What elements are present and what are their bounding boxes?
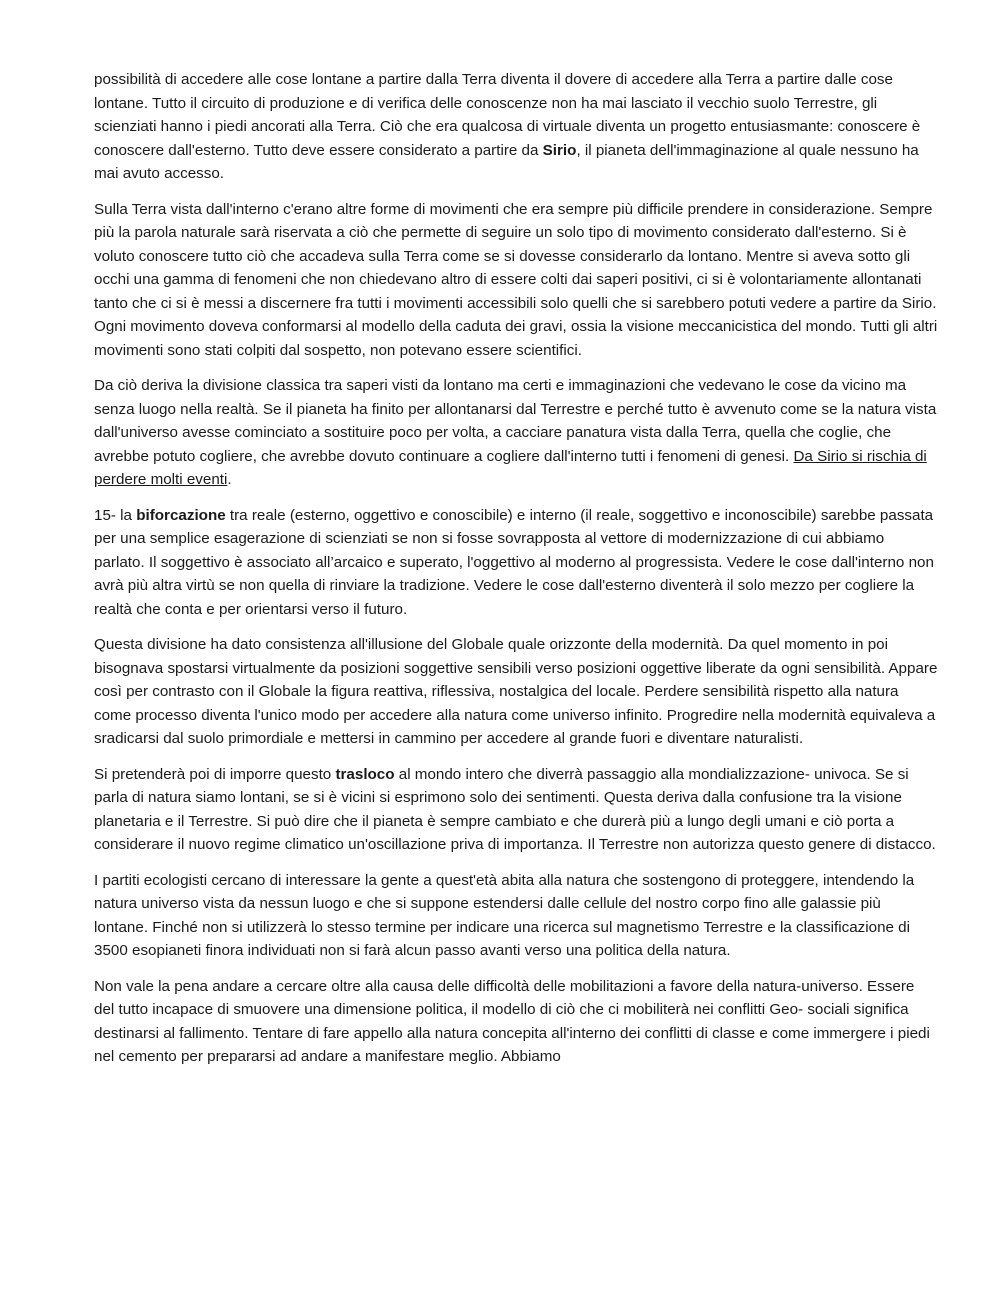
document-page [94,68,938,1081]
text-run: tra reale (esterno, oggettivo e conoscibile) e interno (il reale, soggettivo e inconoscibile) sarebbe passata per una semplice esagerazione di scienziati se non si fosse sovrapposta al vettore di modernizzazione di cui abbiamo parlato. Il soggettivo è associato all’arcaico e superato, l'oggettivo al moderno al progressista. Vedere le cose dall'interno non avrà più altra virtù se non quella di rinviare la tradizione. Vedere le cose dall'esterno diventerà il solo mezzo per cogliere la realtà che conta e per orientarsi verso il futuro. [94,506,934,618]
text-run: Da ciò deriva la divisione classica tra saperi visti da lontano ma certi e immaginazioni che vedevano le cose da vicino ma senza luogo nella realtà. Se il pianeta ha finito per allontanarsi dal Terrestre e perché tutto è avvenuto come se la natura vista dall'universo avesse cominciato a sostituire poco per volta, a cacciare panatura vista dalla Terra, quella che coglie, che avrebbe potuto cogliere, che avrebbe dovuto continuare a cogliere dall'interno tutti i fenomeni di genesi. [94,377,937,465]
text-run: possibilità di accedere alle cose lontane a partire dalla Terra diventa il dovere di accedere alla Terra a partire dalle cose lontane. Tutto il circuito di produzione e di verifica delle conoscenze non ha mai lasciato il vecchio suolo Terrestre, gli scienziati hanno i piedi ancorati alla Terra. Ciò che era qualcosa di virtuale diventa un progetto entusiasmante: conoscere è conoscere dall'esterno. Tutto deve essere considerato a partire da [94,71,921,159]
text-run: Si pretenderà poi di imporre questo [94,765,336,783]
paragraph [94,68,938,186]
text-run: . [227,471,232,488]
text-run: , il pianeta dell'immaginazione al quale nessuno ha mai avuto accesso. [94,141,919,182]
paragraph [94,763,938,857]
text-run: 15- la [94,506,137,524]
paragraph [94,869,938,963]
text-run: al mondo intero che diverrà passaggio alla mondializzazione- univoca. Se si parla di natura siamo lontani, se si è vicini si esprimono solo dei sentimenti. Questa deriva dalla confusione tra la visione planetaria e il Terrestre. Si può dire che il pianeta è sempre cambiato e che durerà più a lungo degli umani e ciò porta a considerare il nuovo regime climatico un'oscillazione priva di importanza. Il Terrestre non autorizza questo genere di distacco. [94,765,936,853]
paragraph [94,975,938,1069]
bold-term: trasloco [335,765,395,783]
bold-term: Sirio [542,141,577,159]
text-run: Sulla Terra vista dall'interno c'erano altre forme di movimenti che era sempre più difficile prendere in considerazione. Sempre più la parola naturale sarà riservata a ciò che permette di seguire un solo tipo di movimento considerato dall'esterno. Si è voluto conoscere tutto ciò che accadeva sulla Terra come se si dovesse considerarlo da lontano. Mentre si aveva sotto gli occhi una gamma di fenomeni che non chiedevano altro di essere colti dai saperi positivi, ci si è volontariamente allontanati tanto che ci si è messi a discernere fra tutti i movimenti accessibili solo quelli che si sarebbero potuti vedere a partire da Sirio. Ogni movimento doveva conformarsi al modello della caduta dei gravi, ossia la visione meccanicistica del mondo. Tutti gli altri movimenti sono stati colpiti dal sospetto, non potevano essere scientifici. [94,200,938,359]
text-run: Questa divisione ha dato consistenza all'illusione del Globale quale orizzonte della modernità. Da quel momento in poi bisognava spostarsi virtualmente da posizioni soggettive sensibili verso posizioni oggettive liberate da ogni sensibilità. Appare così per contrasto con il Globale la figura reattiva, riflessiva, nostalgica del locale. Perdere sensibilità rispetto alla natura come processo diventa l'unico modo per accedere alla natura come universo infinito. Progredire nella modernità equivaleva a sradicarsi dal suolo primordiale e mettersi in cammino per accedere al grande fuori e diventare naturalisti. [94,636,938,747]
paragraph [94,374,938,492]
underlined-phrase: Da Sirio si rischia di perdere molti eventi [94,447,927,488]
text-run: Non vale la pena andare a cercare oltre alla causa delle difficoltà delle mobilitazioni a favore della natura-universo. Essere del tutto incapace di smuovere una dimensione politica, il modello di ciò che ci mobiliterà nei conflitti Geo- sociali significa destinarsi al fallimento. Tentare di fare appello alla natura concepita all'interno dei conflitti di classe e come immergere i piedi nel cemento per prepararsi ad andare a manifestare meglio. Abbiamo [94,977,930,1065]
paragraph [94,504,938,622]
paragraph [94,633,938,751]
text-run: I partiti ecologisti cercano di interessare la gente a quest'età abita alla natura che sostengono di proteggere, intendendo la natura universo vista da nessun luogo e che si suppone estendersi dalle cellule del nostro corpo fino alle galassie più lontane. Finché non si utilizzerà lo stesso termine per indicare una ricerca sul magnetismo Terrestre e la classificazione di 3500 esopianeti finora individuati non si farà alcun passo avanti verso una politica della natura. [94,871,915,959]
bold-term: biforcazione [136,506,226,524]
paragraph [94,198,938,363]
